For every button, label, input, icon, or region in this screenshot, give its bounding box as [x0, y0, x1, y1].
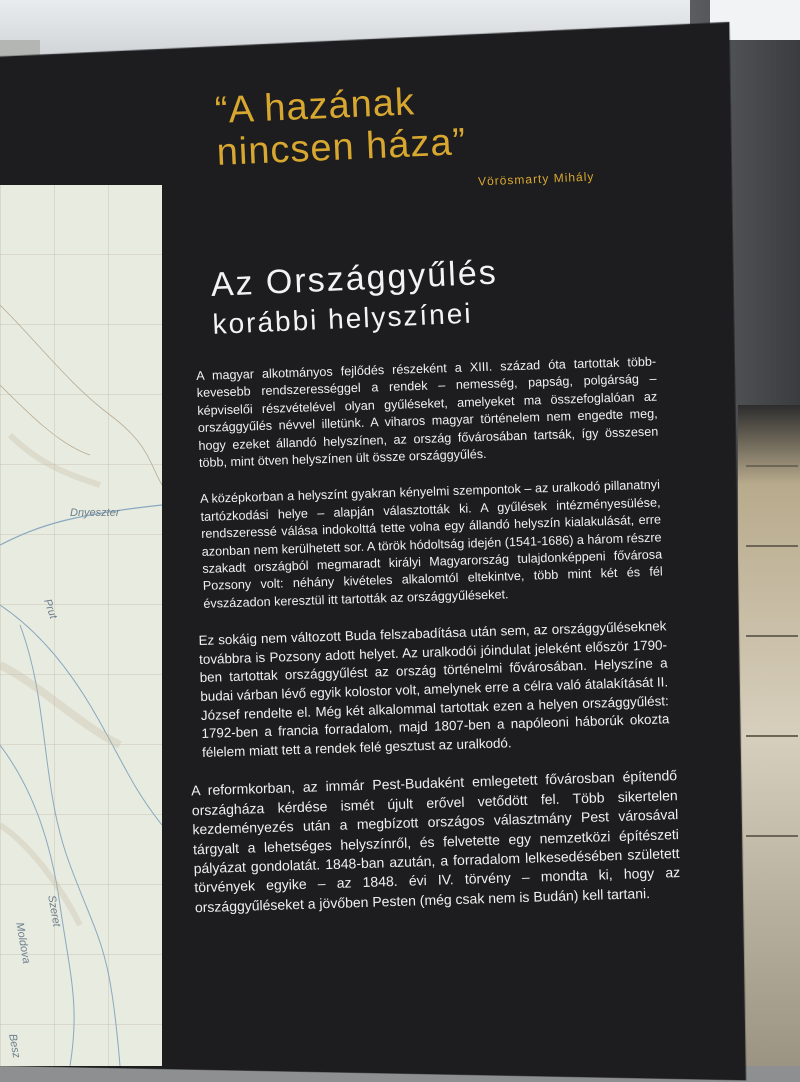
quote [214, 73, 617, 174]
heading-line-2: korábbi helyszínei [211, 297, 474, 340]
map-label-szeret: Szeret [45, 894, 63, 928]
paragraph: A magyar alkotmányos fejlődés részeként a XIII. század óta tartottak több-kevesebb rendszerességgel a rendek – nemesség, papság, polgárság – képviselői részvételével olyan gyűléseket, amelyeket ma összefoglalóan az országgyűlés névvel illetünk. A viharos magyar történelem nem engedte meg, hogy ezeket állandó helyszínen, az ország fővárosában tartsák, így összesen több, mint ötven helyszínen ült össze országgyűlés. [196, 354, 659, 470]
paragraph: Ez sokáig nem változott Buda felszabadítása után sem, az országgyűléseknek továbbra is Pozsony adott helyet. Az uralkodói jóindulat jeleként először 1790-ben tartottak országgyűlést az ország történelmi fővárosában. Helyszíne a budai várban lévő egyik kolostor volt, amelynek erre a célra való átalakítását II. József rendelte el. Még két alkalommal tartottak ezen a helyen országgyűlést: 1792-ben a francia forradalom, majd 1807-ben a napóleoni háborúk okozta félelem miatt tett a rendek felé gesztust az uralkodó. [198, 618, 670, 760]
map-label-prut: Prut [41, 597, 60, 621]
paragraph: A középkorban a helyszínt gyakran kényelmi szempontok – az uralkodó pillanatnyi tartózkodási helye – alapján választották ki. A gyűlések intézményesülése, rendszeressé válása indokolttá tette volna egy állandó helyszín kialakulását, erre azonban nem kerülhetett sor. A török hódoltság idején (1541-1686) a három részre szakadt országból megmaradt királyi Magyarország tulajdonképpeni fővárosa Pozsony volt: néhány kivételes alkalomtól eltekintve, több mint két és fél évszázadon keresztül itt tartották az országgyűléseket. [199, 477, 663, 611]
map-label-dnyeszter: Dnyeszter [70, 507, 120, 519]
historical-map [0, 185, 162, 1066]
quote-line-2: nincsen háza” [215, 121, 468, 174]
neighbor-exhibit-panel [738, 405, 800, 1066]
body-text [191, 354, 681, 936]
paragraph: A reformkorban, az immár Pest-Budaként emlegetett fővárosban építendő országháza kérdése ismét újult erővel vetődött fel. Több sikertelen kezdeményezés után a megbízott országos választmány Pest városával tárgyalt a lehetséges helyszínről, és felvetette egy nemzetközi építészeti pályázat gondolatát. 1848-ban azután, a forradalom lelkesedésében született törvények egyike – az 1848. évi IV. törvény – mondta ki, hogy az országgyűléseket a jövőben Pesten (még csak nem is Budán) kell tartani. [191, 767, 681, 916]
quote-line-1: “A hazának [214, 81, 416, 132]
quote-author: Vörösmarty Mihály [477, 169, 595, 189]
heading-line-1: Az Országgyűlés [210, 253, 499, 304]
map-label-moldova: Moldova [13, 921, 33, 965]
map-label-besz: Besz [6, 1032, 23, 1060]
